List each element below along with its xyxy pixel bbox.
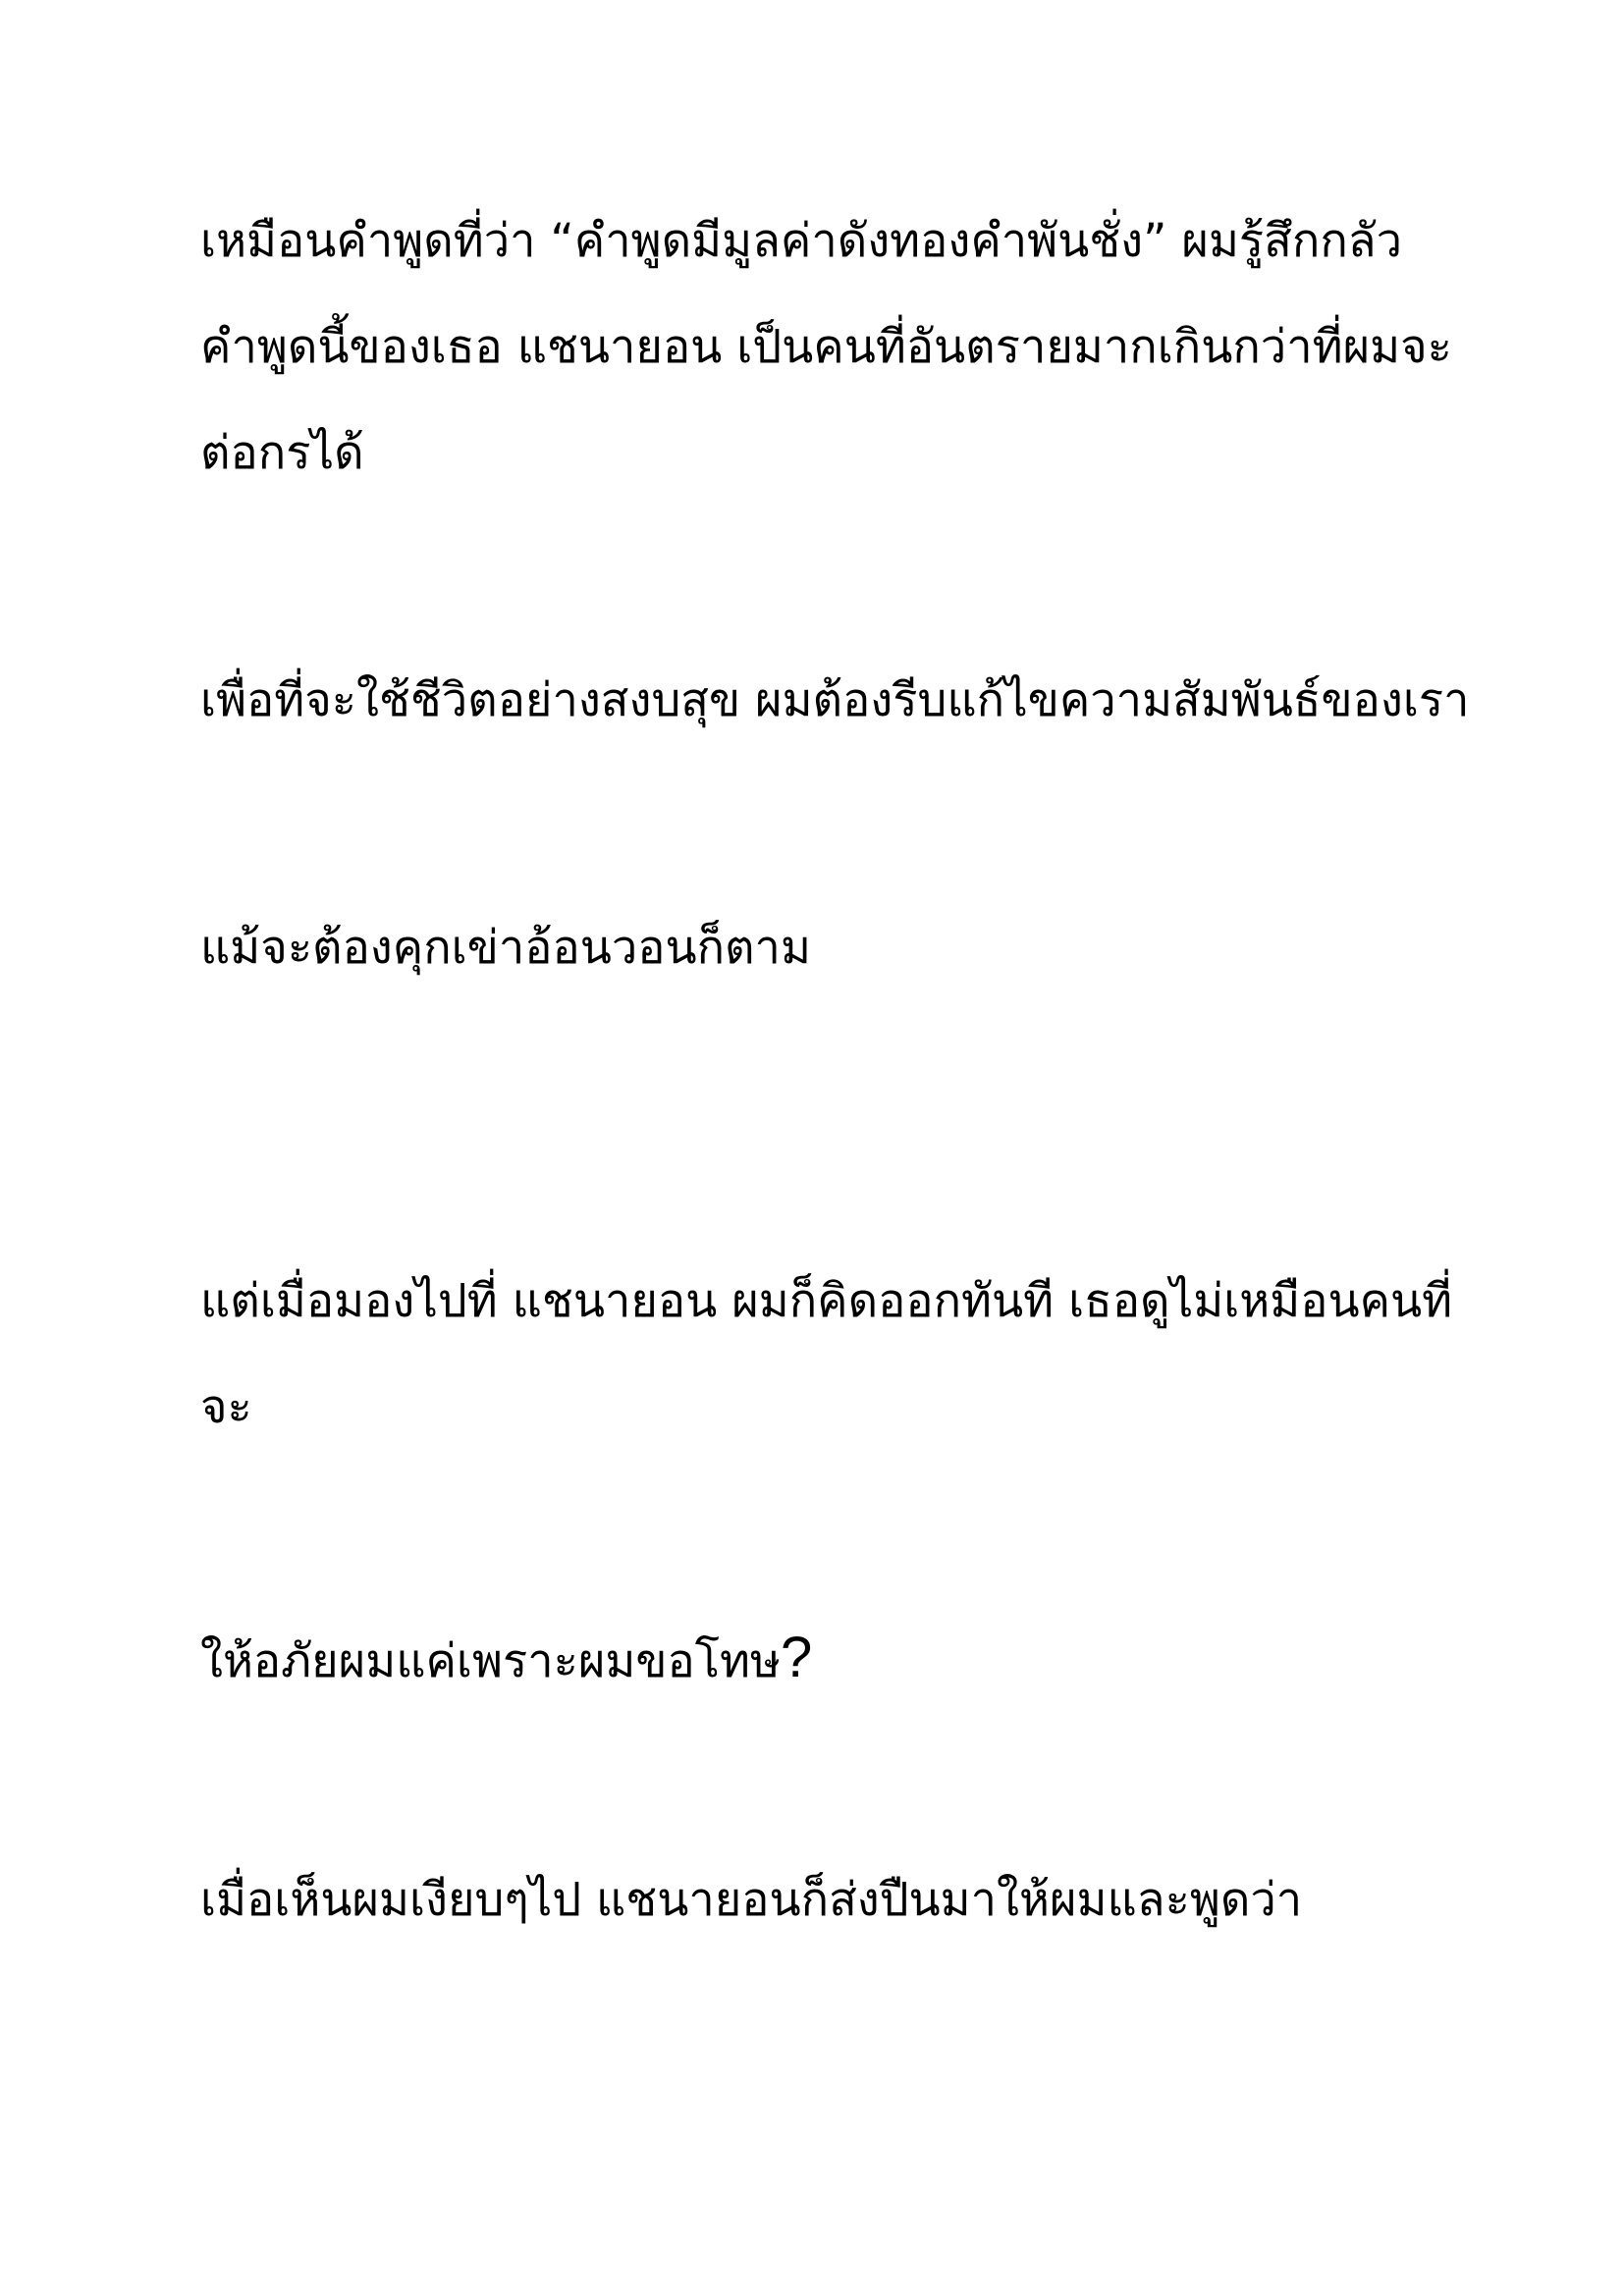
paragraph-5 <box>200 1626 813 1689</box>
paragraph-4-line-1: แต่เมื่อมองไปที่ แชนายอน ผมก็คิดออกทันที เธอดูไม่เหมือนคนที่ <box>200 1274 1453 1328</box>
paragraph-2: เพื่อที่จะใช้ชีวิตอย่างสงบสุข ผมต้องรีบแก้ไขความสัมพันธ์ของเรา <box>200 673 1470 727</box>
paragraph-1-line-2: คำพูดนี้ของเธอ แชนายอน เป็นคนที่อันตรายมากเกินกว่าที่ผมจะ <box>200 320 1452 374</box>
paragraph-1-line-1: เหมือนคำพูดที่ว่า “คำพูดมีมูลค่าดังทองคำพันชั่ง” ผมรู้สึกกลัว <box>200 214 1402 268</box>
question-mark: ? <box>780 1626 813 1689</box>
paragraph-5-text: ให้อภัยผมแค่เพราะผมขอโทษ <box>200 1634 781 1688</box>
paragraph-3: แม้จะต้องคุกเข่าอ้อนวอนก็ตาม <box>200 921 811 975</box>
paragraph-6: เมื่อเห็นผมเงียบๆไป แชนายอนก็ส่งปืนมาให้ผมและพูดว่า <box>200 1873 1303 1927</box>
paragraph-4-line-2: จะ <box>200 1380 252 1434</box>
paragraph-1-line-3: ต่อกรได้ <box>200 426 364 480</box>
